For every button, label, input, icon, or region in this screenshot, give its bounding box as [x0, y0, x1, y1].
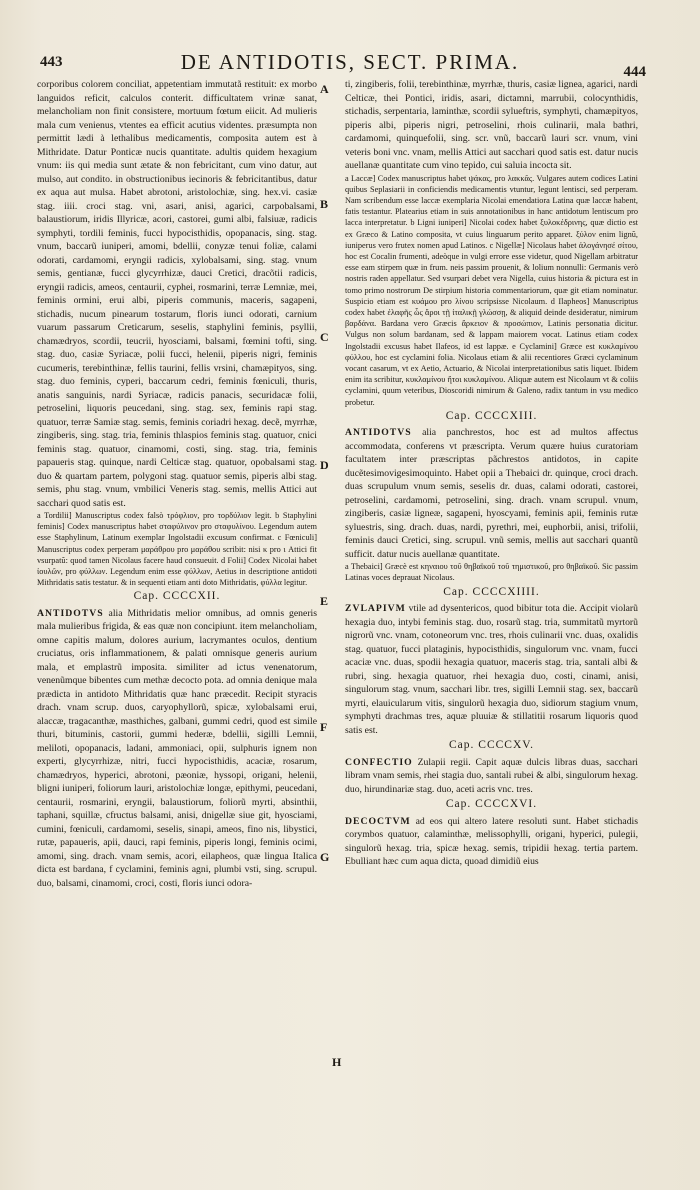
- margin-letter-c: C: [320, 330, 329, 344]
- lead-word: ZVLAPIVM: [345, 603, 406, 615]
- right-paragraph-2: [345, 426, 638, 561]
- right-paragraph-4: [345, 756, 638, 797]
- right-footnotes-1: a Laccæ] Codex manuscriptus habet ψάκας, pro λακκᾶς. Vulgares autem codices Latini quibus Seplasiarii in conficiendis medicamentis vtuntur, legunt lentisci, sed perperam. Nam scribendum esse laccæ exemplaria Nicolai emendatiora Latina quæ laccæ habent, fatis testantur. Platearius etiam in suis annotationibus in hanc antidotum lentiscum pro lacca interpretatur. b Ligni iuniperi] Nicolai codex habet ξυλοκέδρινης, quæ dictio est ex Græco & Latino composita, vt cuius linguarum perito apparet. ξύλον enim lignũ, iuniperus vero frutex nomen apud Latinos. c Nigellæ] Nicolaus habet ἀλογάνησέ σίτου, hoc est Cocalin frumenti, adeòque in vulgi errore esse videtur, quod Nigellam arbitratur esse eam stirpem quæ in frum. neis passim prouenit, & lolium nonnulli: Germanis verò nostris raden appellatur. Sed vsurpari debet vera Nigella, cuius historia & pictura est in tomo primo nostrorum De stirpium historia commentariorum, quæ git etiam nominatur. Suspicio etiam est κυάμου pro λίνου scripsisse Nicolaum. d Ilapheos] Manuscriptus codex habet ἐλαφῆς ὧς ἄροι τῇ ἰταλικῇ γλώσσῃ, & aliquid deinde desideratur, nimirum βαρδάνα. Bardana vero Græcis ἄρκειον & προσώπιον, Latinis personatia dicitur. Vulgus non solum bardanam, sed & lappam maiorem vocat. Latinus etiam codex Ingolstadii excusus habet Ilafeos, id est lappæ. e Cyclamini] Græce est κυκλαμίνου φύλλου, hoc est cyclamini folia. Nicolaus etiam & alii recentiores Græci cyclaminum vocant casarum, vt ex Aetio, Actuario, & Nicolai interpretationibus satis liquet. Ibidem enim ita scribitur, κυκλαμίνου ἤτοι κυκλαμίνου. Aliquæ autem est Nicolaum vt & coliis cyclamini, quum veteribus, Dioscoridi nimirum & Galeno, radix tantum in vsu medico probetur.: [345, 173, 638, 407]
- page-number-right: 444: [623, 64, 646, 80]
- right-paragraph-4-text: Zulapii regii. Capit aquæ dulcis libras duas, sacchari libram vnam semis, rhei stagia duo, santali rubei & albi, singulorum hexag. duo, hirundinariæ stag. duo, aceti acris vnc. tres.: [345, 756, 638, 795]
- right-paragraph-3: [345, 602, 638, 737]
- right-footnotes-2: a Thebaici] Græcè est κηναιου τοῦ θηβαϊκοῦ τοῦ τημιστικοῦ, pro θηβαϊκοῦ. Sic passim Latinas voces deprauat Nicolaus.: [345, 562, 638, 583]
- margin-letter-h: H: [332, 1055, 342, 1069]
- right-paragraph-5: [345, 815, 638, 869]
- right-paragraph-2-text: alia panchrestos, hoc est ad multos affectus accommodata, conferens vt præscripta. Verum quære huius curatoriam facultatem inter præscriptas pãchrestos antidotos, in capite ducẽtesimovigesimoquinto. Habet opii a Thebaici dr. quinque, croci drach. duas scrupulum vnum semis, seselis dr. duas, calami odorati, castorei, petroselini, cardamomi, petroselini, sing. drach. vnam scrupul. vnum, zingiberis, casiæ ligneæ, sagapeni, hyoscyami, feminis apii, feminis rutæ syluestris, sing. drach. duas, nardi, pyrethri, mei, euphorbii, anisi, trifolii, feminis dauci Cretici, sing. scrupul. vnũ semis, mellis aut sacchari quantũ sufficit. datur nucis auellanæ quantitate.: [345, 427, 638, 560]
- left-paragraph-1: corporibus colorem conciliat, appetentiam immutatã restituit: ex morbo languidos reficit, calculos conterit. difficultatem vrinæ sanat, melancholiam non finit consistere, mortuum fœtum eiicit. Ad mulieris mala cum venienus, vtentes ea efficit acutius videntes. præsumpta non permittit lædi à lethalibus medicamentis, composita autem est à Mithridate. Datur Ponticæ nucis quantitate. adultis quidem hexagium vnum: iis qui media sunt ætate & non febricitant, cum vino datur, aut mulso, aut condito. in obstructionibus iecinoris & febricitantibus, datur ex aqua aut mulsa. Habet abrotoni, aristolochiæ, sing. hex.vi. casiæ stag. iiii. croci stag. vni, asari, anisi, agarici, carpobalsami, balaustiorum, iridis Illyricæ, acori, castorei, gumi albi, falsiuæ, radicis symphyti, tordili feminis, fucci hypocisthidis, opopanacis, sing. stag. vnum, baccarũ iuniperi, amomi, bdellii, conyzæ tenui foliæ, calami odorati, cardamomi, eryngii radicis, xylobalsami, sing. stag. vnum semis, gentianæ, fucci glycyrrhizæ, dauci Cretici, dracõtii radicis, eryngii radicis, ameos, centaurii, cyphei, rosmarini, terræ Lemniæ, mei, feminis ormini, erui albi, piperis communis, maceris, sagapeni, stichadis, nucum pinearum tostarum, floris iunci odorati, carnium vuarum passarum Creticarum, seselis, staphylini feminis, psyllii, chamædryos, scordii, teucrii, hyosciami, balsami, fœmini tofti, sing. stag. duo, casiæ Syriacæ, polii fucci, helenii, piperis nigri, feminis cucumeris, terebinthinæ, fellis taurini, fellis vrsini, chamæpityos, sing. stag. duo feminis, cyperi, baccarum cedri, feminis fœniculi, thuris, anatis sanguinis, nardi Syriacæ, radicis panacis, securidacæ folii, petroselini, liquoris peucedani, sing. stag. sex, feminis rapi stag. quatuor, terræ Samiæ stag. semis, feminis coriadri hexag. decẽ, myrrhæ, zingiberis, sing. stag. tria, feminis thlaspios feminis stag. quatuor, cnici feminis stag. quatuor, cinamomi, costi, sing. stag. tria, feminis papaueris stag. quinque, nardi Celticæ stag. quatuor, opobalsami stag. duo & quartam partem, polygoni stag. quatuor semis, piperis albi stag. semis, phu stag. vnum, vmbilici Veneris stag. semis, mellis Attici aut sacchari quod satis est.: [37, 79, 317, 509]
- lead-word: DECOCTVM: [345, 815, 411, 827]
- running-header: [40, 50, 660, 80]
- margin-letter-e: E: [320, 594, 329, 608]
- lead-word: ANTIDOTVS: [345, 427, 412, 439]
- lead-word: ANTIDOTVS: [37, 607, 104, 619]
- chapter-heading-415: Cap. CCCCXV.: [449, 739, 534, 752]
- right-paragraph-3-text: vtile ad dysentericos, quod bibitur tota die. Accipit violarũ hexagia duo, intybi feminis stag. duo, rosarũ stag. tria, summitatũ myrtorũ nigrorũ vnc. vnam, cotoneorum vnc. tres, rhois culinarii vnc. duas, oxalidis stag. quatuor, fucci plataginis, hypocisthidis, singulorum vnc. vnam, fucci acaciæ vnc. duas, spodii hexagia quatuor, maceris stag. tria, santali albi & rubri, sing. hexagia quatuor, rhei hexagia duo, costi, cinami, anisi, singulorum stag. vnum, sacchari libr. tres, sigilli Lemnii stag. sex, baccarũ myrti, elauicularum vitis, singulorũ hexagia duo, sidiorum stagium vnum, symphyti drachmas tres, aquæ pluuiæ & stillatitii rosarum liquoris quod satis est.: [345, 603, 638, 736]
- page-number-left: 443: [40, 54, 63, 70]
- chapter-heading-414: Cap. CCCCXIIII.: [443, 585, 540, 598]
- margin-letter-d: D: [320, 458, 329, 472]
- left-paragraph-2: [37, 607, 317, 891]
- lead-word: CONFECTIO: [345, 756, 413, 768]
- margin-letter-b: B: [320, 197, 329, 211]
- margin-letter-f: F: [320, 720, 328, 734]
- right-paragraph-5-text: ad eos qui altero latere resoluti sunt. Habet stichadis corymbos quatuor, calaminthæ, melissophylli, origani, hyperici, pulegii, singulorũ hexag. tria, spicæ hexag. semis, tripidii hexag. tertia partem. Ebulliant hæc cum aqua dicta, quoad dimidiũ eius: [345, 815, 638, 868]
- left-column: [37, 78, 317, 1173]
- chapter-heading-412: Cap. CCCCXII.: [133, 590, 221, 603]
- right-paragraph-1: ti, zingiberis, folii, terebinthinæ, myrrhæ, thuris, casiæ lignea, agarici, nardi Celticæ, thei Pontici, iridis, asari, dictamni, marrubii, colocynthidis, stichadis, serpentaria, laminthæ, scordii sylueftris, symphyti, chamæpityos, piperis albi, piperis nigri, petroselini, rhois culinarii, mala bathri, cardamomi, quinquefolii, sing. scr. vnũ, baccarũ lauri scr. vnum, vini veteris boni vnc. vnam, mellis Attici aut sacchari quod satis est. datur nucis auellanæ quantitate cum vino tepido, cui saluia incocta sit.: [345, 79, 638, 171]
- left-paragraph-2-text: alia Mithridatis melior omnibus, ad omnis generis mala mulieribus frigida, & eas quæ non concipiunt. item melancholiam, omne capitis malum, dolores aurium, lacrymantes oculos, dentium cruciatus, oris inflammationem, & palati omnisque generis aurium mala, et emplastrũ imposita. similiter ad ictus venenatorum, venenũmque bibentes cum methæ decocto pota. ad omnia denique mala prædicta in antidoto Mithridatis quæ hanc præcedit. Recipit styracis drach. vnam scrup. duos, caryophyllorũ, spicæ, xylobalsami erui, alaccæ, tragacanthæ, masthiches, galbani, gummi cedri, quod est simile thuri, bituminis, castorii, gummi hederæ, bdellii, sigilli Lemnii, meliloti, opopanacis, ladani, ammoniaci, opii, sulphuris ignem non experti, glycyrrhizæ, nitri, fucci hypocisthidis, acaciæ, rosarum, chamædryos, hyperici, abrotoni, pæoniæ, hyssopi, origani, helenii, bligni iuniperi, foliorum lauri, aristolochiæ longæ, epithymi, peucedani, centaurii, rosmarini, eryngii, balaustiorum, foliorũ myrti, absinthii, taphani, squillæ, cfructus balsami, anisi, dnigellæ siue git, hyosciami, cumini, fœniculi, cardamomi, seselis, sinapi, ameos, fino nis, libystici, rutæ, papaueris, apii, dauci, rapi feminis, piperis longi, feminis ocimi, amomi, sing. drach. vnam semis, acori, eilapheos, quæ lingua Italica dicta est bardana, f cyclamini, feminis agni, plumbi vsti, sing. scrupul. duo, balsami, cinamomi, croci, costi, floris iunci odora-: [37, 607, 317, 889]
- right-column: [345, 78, 638, 1173]
- running-title: DE ANTIDOTIS, SECT. PRIMA.: [180, 50, 520, 74]
- margin-letter-a: A: [320, 82, 329, 96]
- left-footnotes: a Tordilii] Manuscriptus codex falsò τρόφλιον, pro τορδύλιον legit. b Staphylini feminis] Codex manuscriptus habet σταφύλινον pro σταφυλίνου. Legendum autem esse Staphylinum, Latinum exemplar Ingolstadii excusum confirmat. c Fœniculi] Manuscriptus codex perperam μαράθρου pro μαράθου scribit: nisi κ pro ι Attici fit vsurpatũ: quod tamen Nicolaus facere haud consueuit. d Folii] Codex Nicolai habet ἰουλῶν, pro φύλλων. Legendum enim esse φύλλων, Aetius in descriptione antidoti Mithridatis satis testatur. & in sequenti etiam anti doto Mithridatis, φύλλα legitur.: [37, 511, 317, 588]
- chapter-heading-413: Cap. CCCCXIII.: [445, 409, 538, 422]
- margin-letter-g: G: [320, 850, 330, 864]
- chapter-heading-416: Cap. CCCCXVI.: [445, 798, 538, 811]
